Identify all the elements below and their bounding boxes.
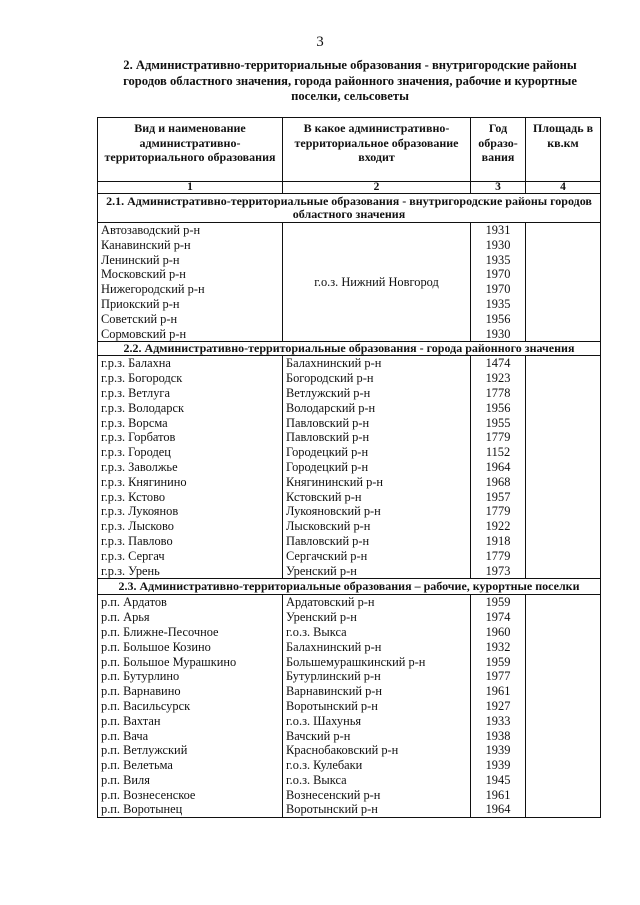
unit-year: 1968 <box>471 475 526 490</box>
table-row <box>98 684 601 699</box>
unit-parent: Павловский р-н <box>283 416 471 431</box>
column-number: 1 <box>98 182 283 194</box>
unit-name: р.п. Велетьма <box>98 758 283 773</box>
unit-name: Нижегородский р-н <box>98 282 283 297</box>
unit-year: 1778 <box>471 386 526 401</box>
table-row <box>98 445 601 460</box>
unit-parent: Краснобаковский р-н <box>283 743 471 758</box>
header-name: Вид и наименование административно-территориального образования <box>98 118 283 182</box>
unit-year: 1939 <box>471 758 526 773</box>
unit-name: Сормовский р-н <box>98 327 283 342</box>
unit-parent: Вачский р-н <box>283 729 471 744</box>
header-parent: В какое административно-территориальное образование входит <box>283 118 471 182</box>
unit-year: 1930 <box>471 327 526 342</box>
unit-year: 1918 <box>471 534 526 549</box>
unit-area <box>526 610 601 625</box>
unit-area <box>526 282 601 297</box>
unit-year: 1964 <box>471 802 526 817</box>
unit-area <box>526 416 601 431</box>
unit-area <box>526 802 601 817</box>
unit-year: 1957 <box>471 490 526 505</box>
unit-name: р.п. Ближне-Песочное <box>98 625 283 640</box>
unit-year: 1956 <box>471 312 526 327</box>
unit-name: Московский р-н <box>98 267 283 282</box>
unit-area <box>526 430 601 445</box>
unit-name: р.п. Большое Козино <box>98 640 283 655</box>
table-row <box>98 371 601 386</box>
unit-name: г.р.з. Лысково <box>98 519 283 534</box>
table-row <box>98 773 601 788</box>
unit-parent: Воротынский р-н <box>283 699 471 714</box>
unit-name: Канавинский р-н <box>98 238 283 253</box>
section-title: 2.3. Административно-территориальные образования – рабочие, курортные поселки <box>98 579 601 595</box>
unit-area <box>526 640 601 655</box>
table-row <box>98 475 601 490</box>
section-title: 2.2. Административно-территориальные образования - города районного значения <box>98 342 601 356</box>
table-row <box>98 743 601 758</box>
unit-year: 1960 <box>471 625 526 640</box>
table-row <box>98 610 601 625</box>
column-number: 2 <box>283 182 471 194</box>
column-number: 3 <box>471 182 526 194</box>
unit-year: 1959 <box>471 595 526 610</box>
unit-year: 1961 <box>471 788 526 803</box>
table-row <box>98 460 601 475</box>
unit-area <box>526 758 601 773</box>
unit-year: 1927 <box>471 699 526 714</box>
unit-name: г.р.з. Горбатов <box>98 430 283 445</box>
unit-year: 1955 <box>471 416 526 431</box>
unit-area <box>526 773 601 788</box>
unit-year: 1933 <box>471 714 526 729</box>
table-row <box>98 699 601 714</box>
section-rows <box>98 356 601 579</box>
unit-name: р.п. Вача <box>98 729 283 744</box>
unit-area <box>526 490 601 505</box>
unit-name: г.р.з. Лукоянов <box>98 504 283 519</box>
table-row <box>98 714 601 729</box>
unit-parent: г.о.з. Кулебаки <box>283 758 471 773</box>
table-row <box>98 356 601 371</box>
unit-year: 1961 <box>471 684 526 699</box>
unit-name: р.п. Виля <box>98 773 283 788</box>
unit-parent: Павловский р-н <box>283 430 471 445</box>
unit-parent: Лысковский р-н <box>283 519 471 534</box>
unit-year: 1930 <box>471 238 526 253</box>
unit-area <box>526 743 601 758</box>
unit-year: 1923 <box>471 371 526 386</box>
unit-area <box>526 401 601 416</box>
unit-area <box>526 253 601 268</box>
unit-year: 1922 <box>471 519 526 534</box>
unit-parent: Уренский р-н <box>283 564 471 579</box>
unit-parent: г.о.з. Выкса <box>283 773 471 788</box>
unit-year: 1977 <box>471 669 526 684</box>
section-title: 2.1. Административно-территориальные образования - внутригородские районы городов областного значения <box>98 194 601 223</box>
unit-year: 1973 <box>471 564 526 579</box>
unit-parent: Кстовский р-н <box>283 490 471 505</box>
table-row <box>98 504 601 519</box>
unit-name: р.п. Ветлужский <box>98 743 283 758</box>
unit-year: 1945 <box>471 773 526 788</box>
unit-area <box>526 699 601 714</box>
unit-year: 1779 <box>471 430 526 445</box>
unit-parent: г.о.з. Шахунья <box>283 714 471 729</box>
unit-area <box>526 655 601 670</box>
table-row <box>98 802 601 817</box>
unit-area <box>526 729 601 744</box>
unit-year: 1970 <box>471 282 526 297</box>
unit-parent: Богородский р-н <box>283 371 471 386</box>
unit-parent: Павловский р-н <box>283 534 471 549</box>
unit-year: 1932 <box>471 640 526 655</box>
unit-area <box>526 684 601 699</box>
table-row <box>98 640 601 655</box>
unit-name: г.р.з. Павлово <box>98 534 283 549</box>
unit-year: 1474 <box>471 356 526 371</box>
unit-name: р.п. Ардатов <box>98 595 283 610</box>
unit-parent: Варнавинский р-н <box>283 684 471 699</box>
section-title-row <box>98 194 601 223</box>
unit-area <box>526 267 601 282</box>
table-row <box>98 490 601 505</box>
unit-name: Приокский р-н <box>98 297 283 312</box>
unit-area <box>526 223 601 238</box>
unit-parent: Городецкий р-н <box>283 445 471 460</box>
unit-year: 1964 <box>471 460 526 475</box>
table-row <box>98 729 601 744</box>
table-row <box>98 595 601 610</box>
unit-area <box>526 504 601 519</box>
unit-area <box>526 475 601 490</box>
unit-year: 1970 <box>471 267 526 282</box>
unit-name: р.п. Варнавино <box>98 684 283 699</box>
unit-year: 1779 <box>471 504 526 519</box>
unit-name: г.р.з. Заволжье <box>98 460 283 475</box>
unit-parent: Воротынский р-н <box>283 802 471 817</box>
table-row <box>98 401 601 416</box>
unit-year: 1931 <box>471 223 526 238</box>
table-row <box>98 549 601 564</box>
unit-area <box>526 788 601 803</box>
unit-name: г.р.з. Городец <box>98 445 283 460</box>
table-row <box>98 534 601 549</box>
unit-parent: Вознесенский р-н <box>283 788 471 803</box>
unit-name: г.р.з. Кстово <box>98 490 283 505</box>
unit-name: р.п. Вахтан <box>98 714 283 729</box>
unit-area <box>526 238 601 253</box>
unit-area <box>526 386 601 401</box>
unit-parent: Ардатовский р-н <box>283 595 471 610</box>
table-row <box>98 625 601 640</box>
unit-parent: Княгининский р-н <box>283 475 471 490</box>
unit-area <box>526 714 601 729</box>
unit-parent: Володарский р-н <box>283 401 471 416</box>
unit-year: 1152 <box>471 445 526 460</box>
unit-area <box>526 564 601 579</box>
table-row <box>98 788 601 803</box>
unit-parent: г.о.з. Нижний Новгород <box>283 223 471 342</box>
table-row <box>98 223 601 238</box>
unit-year: 1939 <box>471 743 526 758</box>
unit-year: 1779 <box>471 549 526 564</box>
section-rows <box>98 223 601 342</box>
unit-area <box>526 356 601 371</box>
column-number: 4 <box>526 182 601 194</box>
unit-year: 1938 <box>471 729 526 744</box>
unit-name: р.п. Арья <box>98 610 283 625</box>
unit-area <box>526 625 601 640</box>
unit-year: 1956 <box>471 401 526 416</box>
unit-area <box>526 297 601 312</box>
table-row <box>98 430 601 445</box>
column-number-row <box>98 182 601 194</box>
unit-name: Автозаводский р-н <box>98 223 283 238</box>
unit-name: р.п. Большое Мурашкино <box>98 655 283 670</box>
unit-parent: Сергачский р-н <box>283 549 471 564</box>
table-row <box>98 669 601 684</box>
unit-area <box>526 445 601 460</box>
unit-area <box>526 312 601 327</box>
table-row <box>98 386 601 401</box>
unit-name: г.р.з. Ворсма <box>98 416 283 431</box>
territorial-units-table <box>97 117 601 818</box>
table-row <box>98 758 601 773</box>
unit-name: г.р.з. Княгинино <box>98 475 283 490</box>
unit-name: г.р.з. Балахна <box>98 356 283 371</box>
unit-parent: Ветлужский р-н <box>283 386 471 401</box>
unit-parent: г.о.з. Выкса <box>283 625 471 640</box>
table-row <box>98 655 601 670</box>
unit-area <box>526 460 601 475</box>
unit-name: Ленинский р-н <box>98 253 283 268</box>
unit-area <box>526 669 601 684</box>
unit-parent: Большемурашкинский р-н <box>283 655 471 670</box>
header-area: Площадь в кв.км <box>526 118 601 182</box>
unit-parent: Балахнинский р-н <box>283 640 471 655</box>
unit-name: г.р.з. Богородск <box>98 371 283 386</box>
unit-area <box>526 327 601 342</box>
header-row <box>98 118 601 182</box>
section-title-row <box>98 342 601 356</box>
unit-parent: Лукояновский р-н <box>283 504 471 519</box>
unit-area <box>526 549 601 564</box>
table-row <box>98 519 601 534</box>
unit-name: р.п. Васильсурск <box>98 699 283 714</box>
unit-parent: Балахнинский р-н <box>283 356 471 371</box>
unit-area <box>526 371 601 386</box>
unit-name: р.п. Бутурлино <box>98 669 283 684</box>
unit-area <box>526 534 601 549</box>
table-row <box>98 564 601 579</box>
unit-year: 1935 <box>471 297 526 312</box>
section-rows <box>98 595 601 818</box>
unit-name: г.р.з. Урень <box>98 564 283 579</box>
header-year: Год образо-вания <box>471 118 526 182</box>
section-heading: 2. Административно-территориальные образования - внутригородские районы городов областного значения, города районного значения, рабочие и курортные поселки, сельсоветы <box>123 58 577 103</box>
unit-year: 1959 <box>471 655 526 670</box>
unit-name: г.р.з. Володарск <box>98 401 283 416</box>
unit-area <box>526 595 601 610</box>
unit-parent: Уренский р-н <box>283 610 471 625</box>
unit-year: 1935 <box>471 253 526 268</box>
table-row <box>98 416 601 431</box>
section-title-row <box>98 579 601 595</box>
unit-name: г.р.з. Ветлуга <box>98 386 283 401</box>
unit-name: р.п. Воротынец <box>98 802 283 817</box>
unit-name: г.р.з. Сергач <box>98 549 283 564</box>
unit-parent: Городецкий р-н <box>283 460 471 475</box>
unit-parent: Бутурлинский р-н <box>283 669 471 684</box>
unit-year: 1974 <box>471 610 526 625</box>
unit-name: Советский р-н <box>98 312 283 327</box>
page-number: 3 <box>316 34 324 50</box>
unit-name: р.п. Вознесенское <box>98 788 283 803</box>
unit-area <box>526 519 601 534</box>
